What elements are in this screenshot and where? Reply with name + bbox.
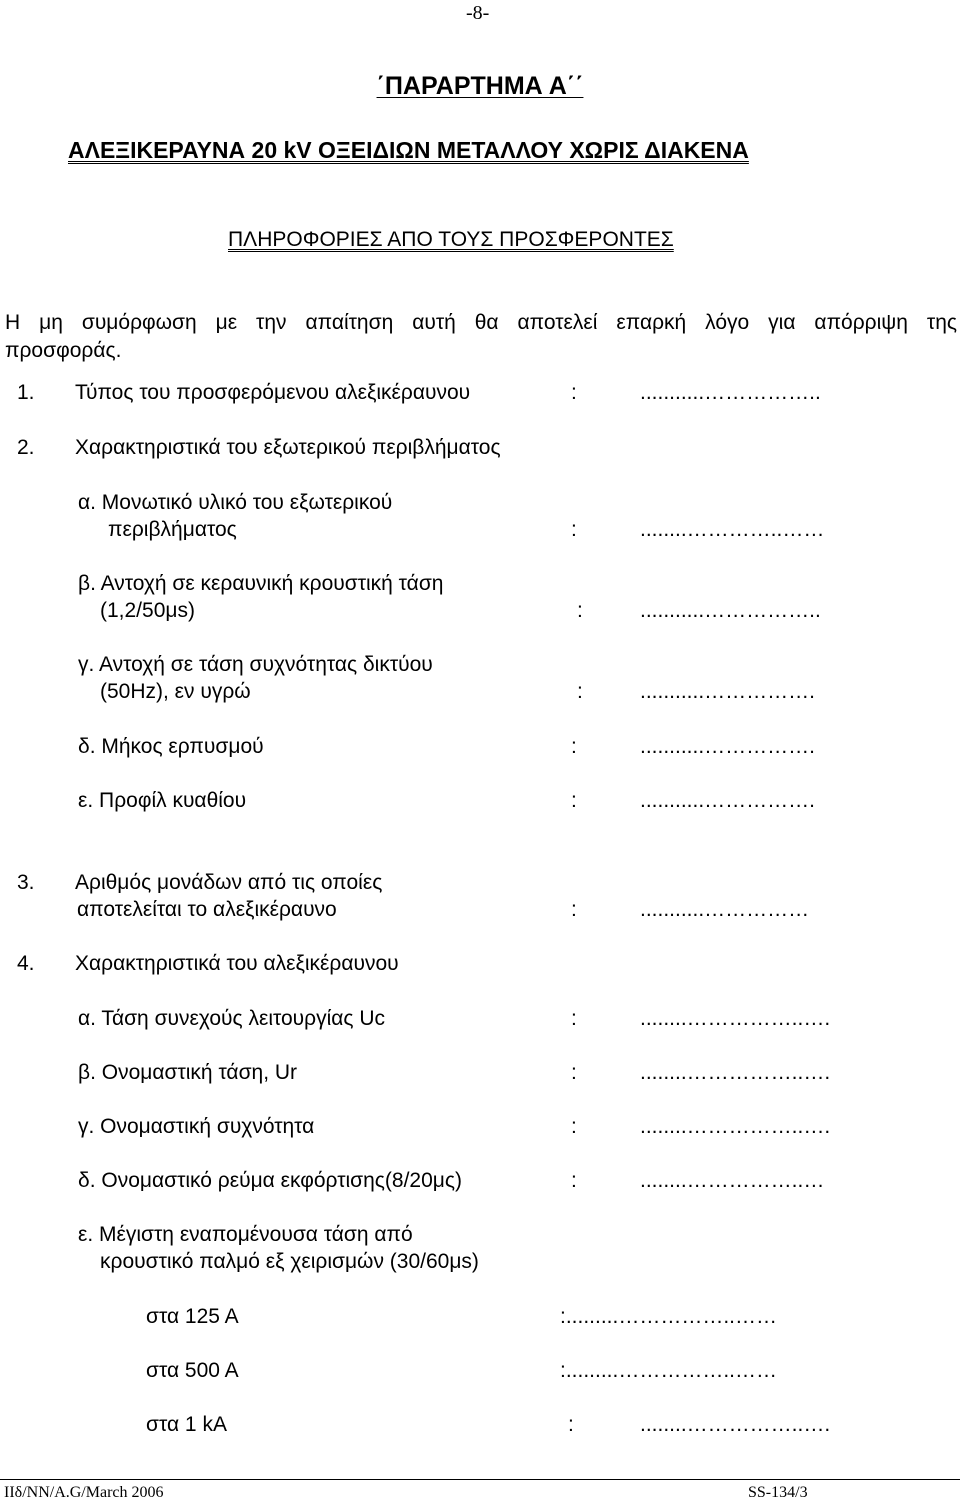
- item-4-number: 4.: [17, 952, 35, 975]
- item-3-colon: :: [571, 898, 577, 921]
- item-4b-label: β. Ονομαστική τάση, Ur: [78, 1061, 298, 1084]
- footer-spec-number: SS-134/3: [748, 1484, 808, 1501]
- item-4e-500a-value: :.........……………..……: [560, 1359, 778, 1382]
- item-2d-value: ...........…………….: [640, 735, 816, 758]
- item-4e-1ka-value: ........……………..….: [640, 1413, 831, 1436]
- item-1-colon: :: [571, 381, 577, 404]
- item-1-value: ...........……………..: [640, 381, 821, 404]
- item-2d-colon: :: [571, 735, 577, 758]
- item-4d-value: ........……………..…: [640, 1169, 825, 1192]
- item-4e-125a-value: :.........……………..……: [560, 1305, 778, 1328]
- item-4b-colon: :: [571, 1061, 577, 1084]
- item-2e-label: ε. Προφίλ κυαθίου: [78, 789, 247, 812]
- item-4d-label: δ. Ονομαστικό ρεύμα εκφόρτισης(8/20μς): [78, 1169, 463, 1192]
- item-2-number: 2.: [17, 436, 35, 459]
- item-1-number: 1.: [17, 381, 35, 404]
- item-3-label-line-1: Αριθμός μονάδων από τις οποίες: [75, 871, 383, 894]
- document-title: ΑΛΕΞΙΚΕΡΑΥΝΑ 20 kV ΟΞΕΙΔΙΩΝ ΜΕΤΑΛΛΟΥ ΧΩΡΙΣ ΔΙΑΚΕΝΑ: [68, 137, 749, 163]
- item-4c-label: γ. Ονομαστική συχνότητα: [78, 1115, 315, 1138]
- intro-line-1: Η μη συμόρφωση με την απαίτηση αυτή θα αποτελεί επαρκή λόγο για απόρριψη της: [5, 311, 957, 334]
- item-4c-value: ........……………..….: [640, 1115, 831, 1138]
- item-4e-1ka-colon: :: [568, 1413, 574, 1436]
- item-2a-label-line-2: περιβλήματος: [108, 518, 237, 541]
- item-4b-value: ........……………..….: [640, 1061, 831, 1084]
- item-2d-label: δ. Μήκος ερπυσμού: [78, 735, 264, 758]
- footer-document-code: ΙΙδ/ΝΝ/Α.G/March 2006: [4, 1484, 164, 1501]
- item-2-label: Χαρακτηριστικά του εξωτερικού περιβλήματος: [75, 436, 501, 459]
- item-3-value: ...........……………: [640, 898, 810, 921]
- item-2a-value: ........…………..……: [640, 518, 825, 541]
- item-2b-label-line-1: β. Αντοχή σε κεραυνική κρουστική τάση: [78, 572, 444, 595]
- document-subtitle: ΠΛΗΡΟΦΟΡΙΕΣ ΑΠΟ ΤΟΥΣ ΠΡΟΣΦΕΡΟΝΤΕΣ: [228, 228, 674, 251]
- item-4e-label-line-2: κρουστικό παλμό εξ χειρισμών (30/60μs): [100, 1250, 479, 1273]
- item-2e-colon: :: [571, 789, 577, 812]
- item-2c-label-line-1: γ. Αντοχή σε τάση συχνότητας δικτύου: [78, 653, 433, 676]
- item-2b-colon: :: [577, 599, 583, 622]
- intro-line-2: προσφοράς.: [5, 339, 122, 362]
- item-2c-value: ...........…………….: [640, 680, 816, 703]
- item-2e-value: ...........…………….: [640, 789, 816, 812]
- item-4e-label-line-1: ε. Μέγιστη εναπομένουσα τάση από: [78, 1223, 413, 1246]
- footer-divider: [0, 1479, 960, 1480]
- item-3-number: 3.: [17, 871, 35, 894]
- item-2b-label-line-2: (1,2/50μs): [100, 599, 195, 622]
- item-4-label: Χαρακτηριστικά του αλεξικέραυνου: [75, 952, 399, 975]
- item-2b-value: ...........……………..: [640, 599, 821, 622]
- item-4e-125a-label: στα 125 Α: [146, 1305, 239, 1328]
- item-2a-colon: :: [571, 518, 577, 541]
- item-3-label-line-2: αποτελείται το αλεξικέραυνο: [77, 898, 337, 921]
- item-4e-1ka-label: στα 1 kA: [146, 1413, 227, 1436]
- item-1-label: Τύπος του προσφερόμενου αλεξικέραυνου: [75, 381, 471, 404]
- item-2c-colon: :: [577, 680, 583, 703]
- item-4a-value: ........……………..….: [640, 1007, 831, 1030]
- item-2a-label-line-1: α. Μονωτικό υλικό του εξωτερικού: [78, 491, 393, 514]
- appendix-heading: ΄ΠΑΡΑΡΤΗΜΑ Α΄΄: [376, 72, 584, 100]
- item-4d-colon: :: [571, 1169, 577, 1192]
- page-number: -8-: [466, 2, 490, 24]
- item-4a-label: α. Τάση συνεχούς λειτουργίας Uc: [78, 1007, 386, 1030]
- item-4e-500a-label: στα 500 Α: [146, 1359, 239, 1382]
- item-4a-colon: :: [571, 1007, 577, 1030]
- item-2c-label-line-2: (50Hz), εν υγρώ: [100, 680, 251, 703]
- item-4c-colon: :: [571, 1115, 577, 1138]
